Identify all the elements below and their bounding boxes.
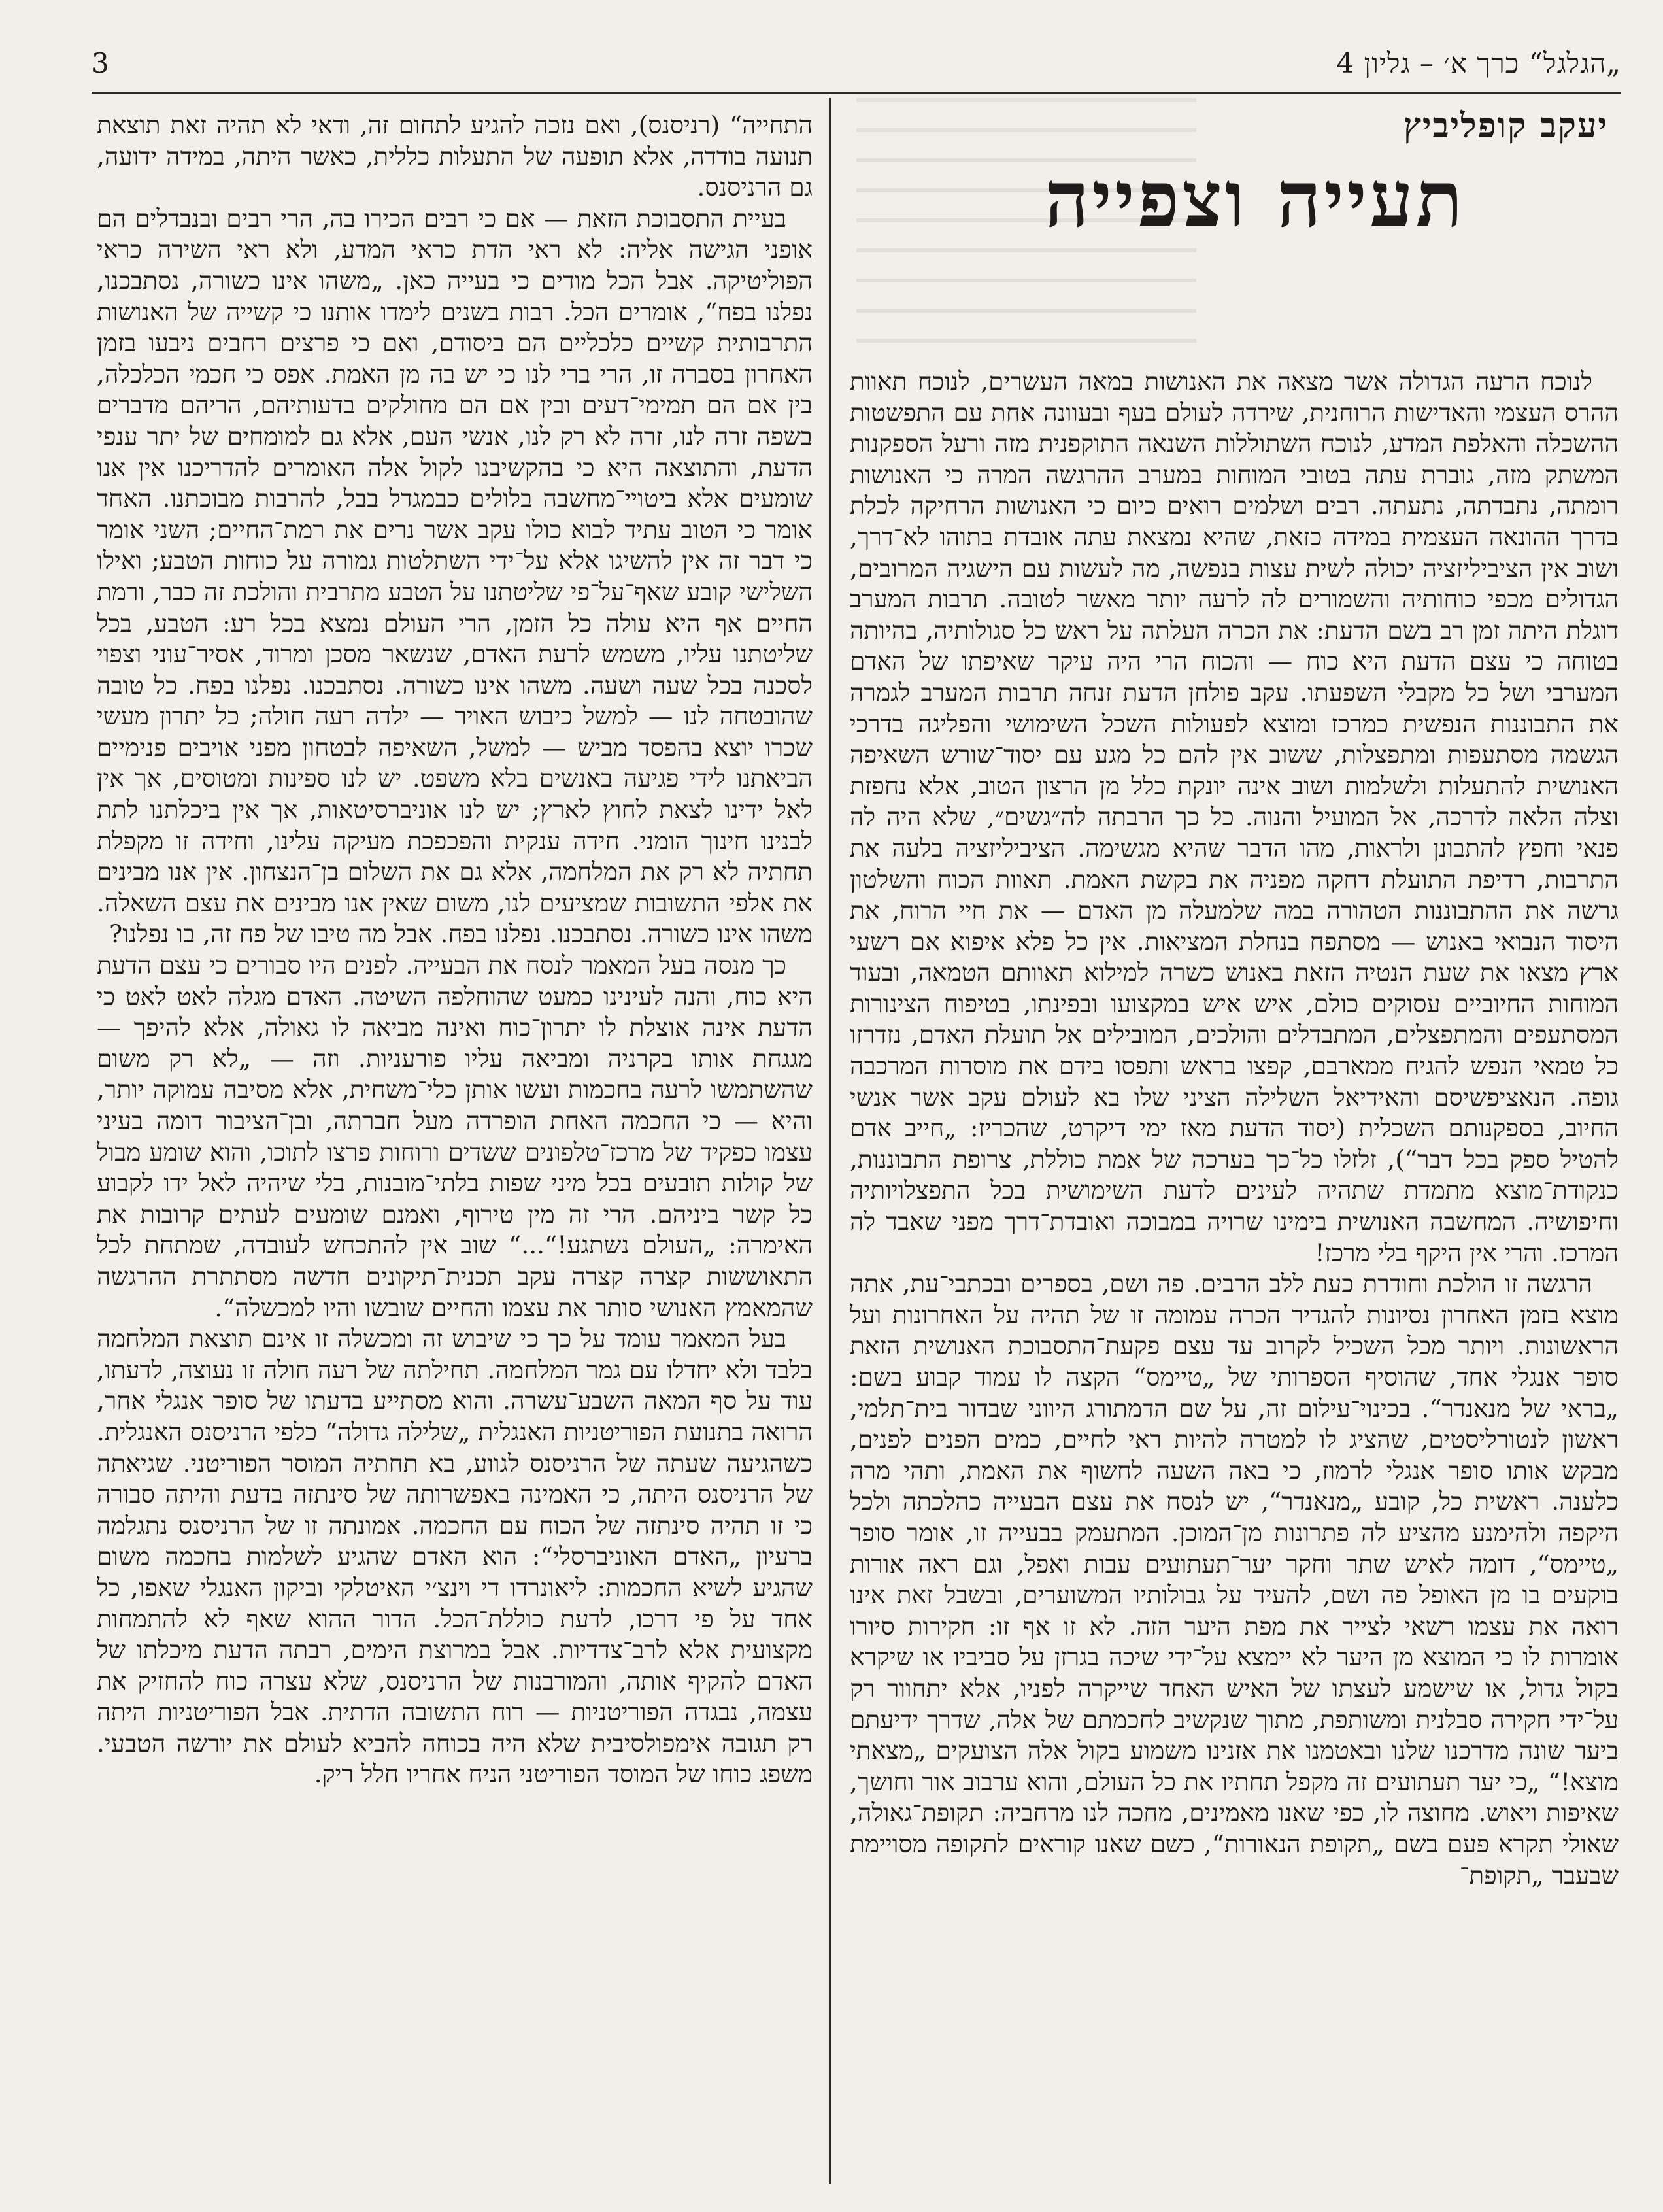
paragraph: התחייה“ (רניסנס), ואם נזכה להגיע לתחום זה, ודאי לא תהיה זאת תוצאת תנועה בודדה, אלא תופעה של התעלות כללית, כאשר היתה, במידה ידועה, גם הרניסנס. <box>97 111 813 202</box>
running-head: „הגלגל“ כרך א׳ – גליון 4 <box>1336 47 1621 79</box>
paragraph: הרגשה זו הולכת וחודרת כעת ללב הרבים. פה ושם, בספרים ובכתבי־עת, אתה מוצא בזמן האחרון נסיונות להגדיר הכרה עמומה זו של תהיה על האחרונות ועל הראשונות. ויותר מכל השכיל לקרוב עד עצם פקעת־התסבוכת האנושית הזאת סופר אנגלי אחד, שהוסיף הספרותי של „טיימס“ הקצה לו עמוד קבוע בשם: „בראי של מנאנדר“. בכינוי־עילום זה, על שם הדמתורג היווני שבדור בית־תלמי, ראשון לנטורליסטים, שהציג לו למטרה להיות ראי לחיים, כמים הפנים לפנים, מבקש אותו סופר אנגלי לרמוז, כי באה השעה לחשוף את האמת, ותהי מרה כלענה. ראשית כל, קובע „מנאנדר“, יש לנסח את עצם הבעייה כהלכתה ולכל היקפה ולהימנע מהציע לה פתרונות מן־המוכן. המתעמק בבעייה זו, אומר סופר „טיימס“, דומה לאיש שתר וחקר יער־תעתועים עבות ואפל, וגם ראה אורות בוקעים בו מן האופל פה ושם, להעיד על גבולותיו המשוערים, ובשבל זאת אינו רואה את עצמו רשאי לצייר את מפת היער הזה. לא זו אף זו: חקירות סיורו אומרות לו כי המוצא מן היער לא יימצא על־ידי שיכה בגרזן על סביביו או שיקרא בקול גדול, או שישמע לעצתו של האיש האחד שייקרה לפניו, אלא יתחוור רק על־ידי חקירה סבלנית ומשותפת, מתוך שנקשיב לחכמתם של אלה, שדרך ידיעתם ביער שונה מדרכנו שלנו ובאטמנו את אזנינו משמוע בקול אלה הצועקים „מצאתי מוצא!“ „כי יער תעתועים זה מקפל תחתיו את כל העולם, והוא ערבוב אור וחושך, שאיפות ויאוש. מחוצה לו, כפי שאנו מאמינים, מחכה לנו מרחביה: תקופת־גאולה, שאולי תקרא פעם בשם „תקופת הנאורות“, כשם שאנו קוראים לתקופה מסויימת שבעבר „תקופת־ <box>850 1269 1619 1890</box>
page-header <box>92 39 1621 94</box>
article-title: תעייה וצפייה <box>1045 154 1466 245</box>
page-number: 3 <box>92 47 109 79</box>
article-author: יעקב קופליביץ <box>1403 106 1608 146</box>
paragraph: בעיית התסבוכת הזאת — אם כי רבים הכירו בה, הרי רבים ובנבדלים הם אופני הגישה אליה: לא ראי הדת כראי המדע, ולא ראי השירה כראי הפוליטיקה. אבל הכל מודים כי בעייה כאן. „משהו אינו כשורה, נסתבכנו, נפלנו בפח“, אומרים הכל. רבות בשנים לימדו אותנו כי קשייה של האנושות התרבותית קשיים כלכליים הם ביסודם, ואם כי פרצים רחבים ניבעו בזמן האחרון בסברה זו, הרי ברי לנו כי יש בה מן האמת. אפס כי חכמי הכלכלה, בין אם הם תמימי־דעים ובין אם הם מחולקים בדעותיהם, הריהם מדברים בשפה זרה לנו, זרה לא רק לנו, אנשי העם, אלא גם למומחים של יתר ענפי הדעת, והתוצאה היא כי בהקשיבנו לקול אלה האומרים להדריכנו אין אנו שומעים אלא ביטויי־מחשבה בלולים כבמגדל בבל, להרבות מבוכתנו. האחד אומר כי הטוב עתיד לבוא כולו עקב אשר נרים את רמת־החיים; השני אומר כי דבר זה אין להשיגו אלא על־ידי השתלטות גמורה על כוחות הטבע; ואילו השלישי קובע שאף־על־פי שליטתנו על הטבע מתרבית והולכת זה כבר, ורמת החיים אף היא עולה כל הזמן, הרי העולם נמצא בכל רע: הטבע, בכל שליטתנו עליו, משמש לרעת האדם, שנשאר מסכן ומרוד, אסיר־עוני וצפוי לסכנה בכל שעה ושעה. משהו אינו כשורה. נסתבכנו. נפלנו בפח. כל טובה שהובטחה לנו — למשל כיבוש האויר — ילדה רעה חולה; כל יתרון מעשי שכרו יוצא בהפסד מביש — למשל, השאיפה לבטחון מפני אויבים פנימיים הביאתנו לידי פגיעה באנשים בלא משפט. יש לנו ספינות ומטוסים, אך אין לאל ידינו לצאת לחוץ לארץ; יש לנו אוניברסיטאות, אך אין ביכלתנו לתת לבנינו חינוך הומני. חידה ענקית והפכפכת מעיקה עלינו, וחידה זו מקפלת תחתיה לא רק את המלחמה, אלא גם את השלום בן־הנצחון. אין אנו מבינים את אלפי התשובות שמציעים לנו, משום שאין אנו מבינים את עצם השאלה. משהו אינו כשורה. נסתבכנו. נפלנו בפח. אבל מה טיבו של פח זה, בו נפלנו? <box>97 203 813 949</box>
paragraph: לנוכח הרעה הגדולה אשר מצאה את האנושות במאה העשרים, לנוכח תאוות ההרס העצמי והאדישות הרוחנית, שירדה לעולם בעף ובעוונה אחת עם התפשטות ההשכלה והאלפת המדע, לנוכח השתוללות השנאה התוקפנית מזה ורעל הספקנות המשתק מזה, גוברת עתה בטובי המוחות במערב ההרגשה המרה כי האנושות רומתה, נתבדתה, נתעתה. רבים ושלמים רואים כיום כי האנושות הרחיקה לכלת בדרך ההונאה העצמית במידה כזאת, שהיא נמצאת עתה אובדת בתוהו לא־דרך, ושוב אין הציביליזציה יכולה לשית עצות בנפשה, מה לעשות עם הישגיה המרובים, הגדולים מכפי כוחותיה והשמורים לה לרעה יותר מאשר לטובה. תרבות המערב דוגלת היתה זמן רב בשם הדעת: את הכרה העלתה על ראש כל סגולותיה, בהיותה בטוחה כי עצם הדעת היא כוח — והכוח הרי היה עיקר שאיפתו של האדם המערבי ושל כל מקבלי השפעתו. עקב פולחן הדעת זנחה תרבות המערב לגמרה את התבוננות הנפשית כמרכז ומוצא לפעולות השכל השימושי והפליגה בדרכי הגשמה מסתעפות ומתפצלות, ששוב אין להם כל מגע עם יסוד־שורש השאיפה האנושית להתעלות ולשלמות ושוב אינה יונקת כלל מן הרצון הטוב, אלא נחפזת וצלה הלאה לדרכה, אל המועיל והנוה. כל כך הרבתה לה״גשים״, שלא היה לה פנאי וחפץ להתבונן ולראות, מהו הדבר שהיא מגשימה. הציביליזציה בלעה את התרבות, רדיפת התועלת דחקה מפניה את בקשת האמת. תאוות הכוח והשלטון גרשה את ההתבוננות הטהורה במה שלמעלה מן האדם — את חיי הרוח, את היסוד הנבואי באנוש — מסתפח בנחלת המציאות. אין כל פלא איפוא אם רשעי ארץ מצאו את שעת הנטיה הזאת באנוש כשרה למילוא תאוותם הטמאה, ובעוד המוחות החיוביים עסוקים כולם, איש איש במקצועו ובפינתו, בטיפוח הצינורות המסתעפים והמתפצלים, המתבדלים והולכים, המובילים אל תועלת האדם, נזדרזו כל טמאי הנפש להגיח ממארבם, קפצו בראש ותפסו בידם את מוסרות המרכבה גופה. הנאציפשיסם והאידיאל השלילה הציני שלו בא לעולם עקב אשר אנשי החיוב, בספקנותם השכלית (יסוד הדעת מאז ימי דיקרט, שהכריז: „חייב אדם להטיל ספק בכל דבר“), זלזלו כל־כך בערכה של אמת כוללת, צרופת התבוננות, כנקודת־מוצא מתמדת שתהיה לעינים לדעת השימושית בכל התפצלויותיה וחיפושיה. המחשבה האנושית בימינו שרויה במבוכה ואובדת־דרך מפני שאבד לה המרכז. והרי אין היקף בלי מרכז! <box>850 367 1619 1267</box>
article-column-right <box>850 366 1619 2177</box>
column-divider <box>829 98 831 2184</box>
paragraph: כך מנסה בעל המאמר לנסח את הבעייה. לפנים היו סבורים כי עצם הדעת היא כוח, והנה לעינינו כמעט שהוחלפה השיטה. האדם מגלה לאט לאט כי הדעת אינה אוצלת לו יתרון־כוח ואינה מביאה לו גאולה, אלא להיפך — מגגחת אותו בקרניה ומביאה עליו פורעניות. וזה — „לא רק משום שהשתמשו לרעה בחכמות ועשו אותן כלי־משחית, אלא מסיבה עמוקה יותר, והיא — כי החכמה האחת הופרדה מעל חברתה, ובן־הציבור דומה בעיני עצמו כפקיד של מרכז־טלפונים ששדים ורוחות פרצו לתוכו, והוא שומע מבול של קולות תובעים בכל מיני שפות בלתי־מובנות, בלי שיהיה לאל ידו לקבוע כל קשר ביניהם. הרי זה מין טירוף, ואמנם שומעים לעתים קרובות את האימרה: „העולם נשתגע!“...“ שוב אין להתכחש לעובדה, שמתחת לכל התאוששות קצרה קצרה עקב תכנית־תיקונים חדשה מסתתרת ההרגשה שהמאמץ האנושי סותר את עצמו והחיים שובשו והיו למכשלה“. <box>97 951 813 1322</box>
paragraph: בעל המאמר עומד על כך כי שיבוש זה ומכשלה זו אינם תוצאת המלחמה בלבד ולא יחדלו עם גמר המלחמה. תחילתה של רעה חולה זו נעוצה, לדעתו, עוד על סף המאה השבע־עשרה. והוא מסתייע בדעתו של סופר אנגלי אחר, הרואה בתנועת הפוריטניות האנגלית „שלילה גדולה“ כלפי הרניסנס האנגלית. כשהגיעה שעתה של הרניסנס לגווע, בא תחתיה המוסר הפוריטני. שגיאתה של הרניסנס היתה, כי האמינה באפשרותה של סינתזה בדעת והיתה סבורה כי זו תהיה סינתזה של הכוח עם החכמה. אמונתה זו של הרניסנס נתגלמה ברעיון „האדם האוניברסלי“: הוא האדם שהגיע לשלמות בחכמה משום שהגיע לשיא החכמות: ליאונרדו די וינצ׳י האיטלקי וביקון האנגלי שאפו, כל אחד על פי דרכו, לדעת כוללת־הכל. הדור ההוא שאף לא להתמחות מקצועית אלא לרב־צדדיות. אבל במרוצת הימים, רבתה הדעת מיכלתו של האדם להקיף אותה, והמורבנות של הרניסנס, שלא עצרה כוח להחזיק את עצמה, נבגדה הפוריטניות — רוח התשובה הדתית. אבל הפוריטניות היתה רק תגובה אימפולסיבית שלא היה בכוחה להביא לעולם את יורשה הטבעי. משפג כוחו של המוסד הפוריטני הניח אחריו חלל ריק. <box>97 1324 813 1789</box>
article-column-left <box>97 110 813 2176</box>
